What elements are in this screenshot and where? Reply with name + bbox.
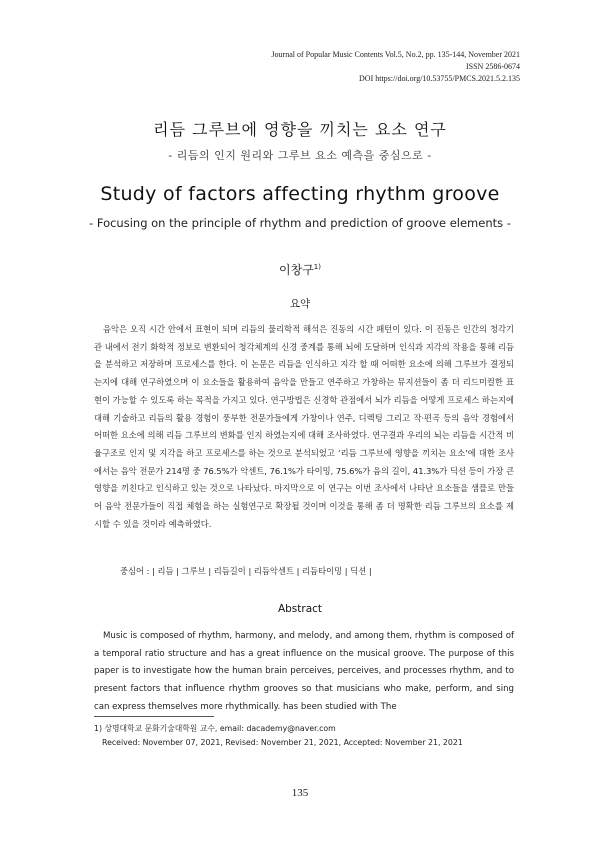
journal-citation: Journal of Popular Music Contents Vol.5, No.2, pp. 135-144, November 2021 bbox=[271, 50, 520, 59]
keywords: 중심어 : | 리듬 | 그루브 | 리듬길이 | 리듬악센트 | 리듬타이밍 | 딕션 | bbox=[120, 566, 372, 576]
footnote bbox=[94, 722, 463, 750]
subtitle-korean: - 리듬의 인지 원리와 그루브 요소 예측을 중심으로 - bbox=[168, 149, 432, 162]
title-korean: 리듬 그루브에 영향을 끼치는 요소 연구 bbox=[153, 120, 447, 139]
author-name: 이창구 bbox=[279, 263, 314, 277]
abstract-ko-heading: 요약 bbox=[289, 298, 311, 310]
abstract-ko-body: 음악은 오직 시간 안에서 표현이 되며 리듬의 물리학적 해석은 진동의 시간 패턴이 있다. 이 진동은 인간의 청각기관 내에서 전기 화학적 정보로 변환되어 청각체계의 신경 중계를 통해 뇌에 도달하며 인식과 지각의 작용을 통해 리듬을 분석하고 저장하며 프로세스를 한다. 이 논문은 리듬을 인식하고 지각 할 때 어떠한 요소에 의해 그루브가 결정되는지에 대해 연구하였으며 이 요소들을 활용하여 음악을 만들고 연주하고 가창하는 뮤지션들이 좀 더 리드미컬한 표현이 가능할 수 있도록 하는 목적을 가지고 있다. 연구방법은 신경학 관점에서 뇌가 리듬을 어떻게 프로세스 하는지에 대해 기술하고 리듬의 활용 경험이 풍부한 전문가들에게 가창이나 연주, 디렉팅 그리고 작·편곡 등의 음악 경험에서 어떠한 요소에 의해 리듬 그루브의 변화를 인지 하였는지에 대해 조사하였다. 연구결과 우리의 뇌는 리듬을 시간적 비율구조로 인지 및 지각을 하고 프로세스를 하는 것으로 분석되었고 ‘리듬 그루브에 영향을 끼치는 요소’에 대한 조사에서는 음악 전문가 214명 중 76.5%가 악센트, 76.1%가 타이밍, 75.6%가 음의 길이, 41.3%가 딕션 등이 가장 큰 영향을 끼친다고 인식하고 있는 것으로 나타났다. 마지막으로 이 연구는 이번 조사에서 나타난 요소들을 샘플로 만들어 음악 전문가들이 직접 체험을 하는 실험연구로 확장될 것이며 이것을 통해 좀 더 명확한 리듬 그루브의 요소를 제시할 수 있을 것이라 예측하였다. bbox=[94, 324, 514, 529]
author-footnote-mark: 1) bbox=[313, 263, 321, 271]
journal-header bbox=[271, 49, 520, 85]
author bbox=[0, 261, 600, 278]
page-number: 135 bbox=[291, 787, 309, 799]
abstract-en-heading: Abstract bbox=[277, 603, 323, 615]
subtitle-english: - Focusing on the principle of rhythm and prediction of groove elements - bbox=[89, 216, 511, 230]
footnote-affiliation: 1) 상명대학교 문화기술대학원 교수, email: dacademy@naver.com bbox=[94, 724, 336, 733]
journal-doi: DOI https://doi.org/10.53755/PMCS.2021.5.2.135 bbox=[359, 74, 520, 83]
footnote-dates: Received: November 07, 2021, Revised: November 21, 2021, Accepted: November 21, 2021 bbox=[102, 738, 463, 747]
footnote-divider bbox=[94, 716, 214, 717]
abstract-en-body: Music is composed of rhythm, harmony, and melody, and among them, rhythm is composed of a temporal ratio structure and has a great influence on the musical groove. The purpose of this paper is to investigate how the human brain perceives, perceives, and processes rhythm, and to present factors that influence rhythm grooves so that musicians who make, perform, and sing can express themselves more rhythmically. has been studied with The bbox=[94, 631, 514, 712]
journal-issn: ISSN 2586-0674 bbox=[465, 62, 520, 71]
title-english: Study of factors affecting rhythm groove bbox=[100, 183, 500, 205]
